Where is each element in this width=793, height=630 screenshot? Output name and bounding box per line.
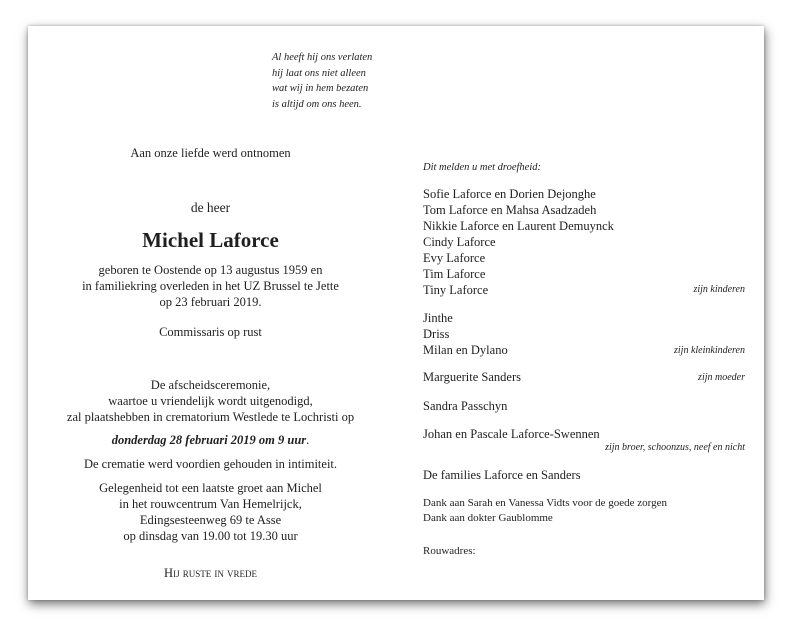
poem-line: hij laat ons niet alleen [272,67,366,79]
bio-line: in familiekring overleden in het UZ Brussel te Jette [82,279,339,293]
announcement-intro: Dit melden u met droefheid: [423,162,541,173]
grandchild-name: Driss [423,327,450,341]
children-relation: zijn kinderen [693,284,745,295]
siblings-name: Johan en Pascale Laforce-Swennen [423,427,600,441]
profession: Commissaris op rust [159,325,262,339]
child-name: Sofie Laforce en Dorien Dejonghe [423,187,596,201]
grandchildren-relation: zijn kleinkinderen [674,345,745,356]
address-label: Rouwadres: [423,545,476,557]
partner-name: Sandra Passchyn [423,399,508,413]
ceremony-date-end: . [306,433,310,447]
child-name: Tim Laforce [423,267,486,281]
intro-text: Aan onze liefde werd ontnomen [130,146,291,160]
memorial-card [28,26,764,600]
child-name: Nikkie Laforce en Laurent Demuynck [423,219,614,233]
visit-line: Edingsesteenweg 69 te Asse [139,513,282,527]
thanks-line: Dank aan dokter Gaublomme [423,512,553,524]
thanks-line: Dank aan Sarah en Vanessa Vidts voor de goede zorgen [423,497,668,509]
visit-line: Gelegenheid tot een laatste groet aan Michel [99,481,322,495]
poem-line: Al heeft hij ons verlaten [272,52,373,63]
grandchild-name: Milan en Dylano [423,343,508,357]
families-line: De families Laforce en Sanders [423,468,581,482]
bio-line: geboren te Oostende op 13 augustus 1959 en [98,263,323,277]
cremation-text: De crematie werd voordien gehouden in intimiteit. [83,457,338,471]
ceremony-line: De afscheidsceremonie, [150,378,271,392]
ceremony-date-bold: donderdag 28 februari 2019 om 9 uur [111,433,307,447]
closing-text: Hij ruste in vrede [164,566,257,580]
child-name: Evy Laforce [423,251,486,265]
visit-line: in het rouwcentrum Van Hemelrijck, [119,497,302,511]
honorific: de heer [190,200,231,215]
siblings-relation: zijn broer, schoonzus, neef en nicht [605,442,745,453]
deceased-name: Michel Laforce [142,228,279,252]
child-name: Cindy Laforce [423,235,496,249]
ceremony-line: waartoe u vriendelijk wordt uitgenodigd, [108,394,313,408]
grandchild-name: Jinthe [423,311,453,325]
poem-line: wat wij in hem bezaten [272,83,369,94]
bio-line: op 23 februari 2019. [159,295,262,309]
poem [272,50,372,112]
poem-line: is altijd om ons heen. [272,98,362,110]
child-name: Tiny Laforce [423,283,489,297]
mother-relation: zijn moeder [698,372,745,383]
ceremony-date [28,432,393,448]
mother-name: Marguerite Sanders [423,370,522,384]
visit-line: op dinsdag van 19.00 tot 19.30 uur [123,529,298,543]
child-name: Tom Laforce en Mahsa Asadzadeh [423,203,597,217]
ceremony-line: zal plaatshebben in crematorium Westlede te Lochristi op [66,410,355,424]
